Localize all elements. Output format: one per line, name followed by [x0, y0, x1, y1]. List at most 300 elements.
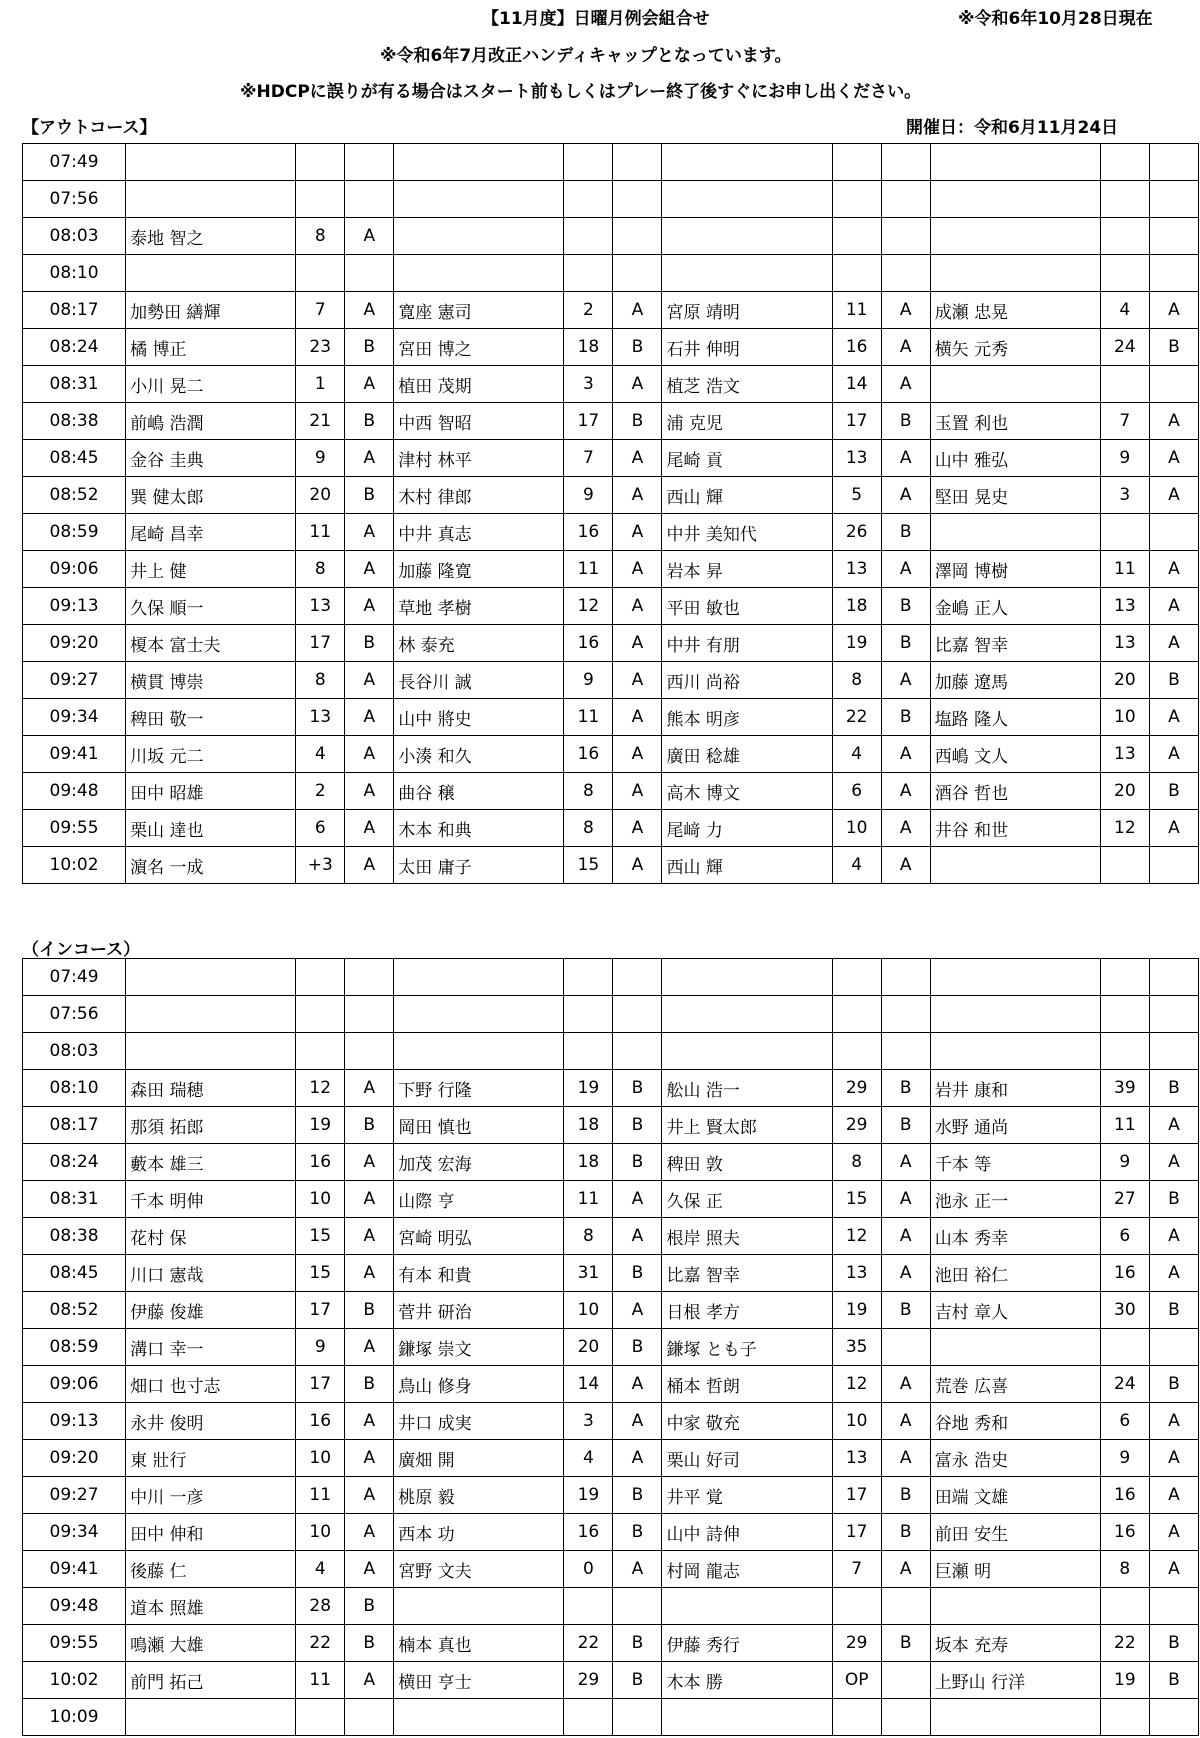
player-handicap: 17 — [296, 1292, 345, 1329]
player-handicap: 18 — [832, 588, 881, 625]
player-name: 澤岡 博樹 — [930, 551, 1100, 588]
tee-time-row — [23, 1070, 1199, 1107]
player-class: A — [345, 1218, 394, 1255]
player-name: 加勢田 繕輝 — [126, 292, 296, 329]
player-name: 廣田 稔雄 — [662, 736, 832, 773]
player-handicap: 17 — [832, 1514, 881, 1551]
player-class: B — [1149, 1070, 1198, 1107]
player-name: 森田 瑞穂 — [126, 1070, 296, 1107]
player-name: 中西 智昭 — [394, 403, 564, 440]
player-handicap — [296, 1699, 345, 1736]
player-name: 廣畑 開 — [394, 1440, 564, 1477]
player-name: 中川 一彦 — [126, 1477, 296, 1514]
tee-time: 08:31 — [23, 366, 126, 403]
player-handicap: 11 — [1100, 551, 1149, 588]
player-name: 小湊 和久 — [394, 736, 564, 773]
player-name: 曲谷 穣 — [394, 773, 564, 810]
player-name: 木本 勝 — [662, 1662, 832, 1699]
tee-time-row — [23, 773, 1199, 810]
player-handicap: 20 — [1100, 662, 1149, 699]
player-handicap: 24 — [1100, 329, 1149, 366]
player-class: A — [881, 1366, 930, 1403]
player-handicap: +3 — [296, 847, 345, 884]
player-handicap: 8 — [296, 551, 345, 588]
player-handicap: 6 — [296, 810, 345, 847]
player-class — [881, 1588, 930, 1625]
player-class: A — [345, 1514, 394, 1551]
player-handicap: 13 — [1100, 588, 1149, 625]
player-class: A — [613, 1403, 662, 1440]
player-handicap: 9 — [1100, 1440, 1149, 1477]
player-class: A — [613, 1181, 662, 1218]
player-class — [613, 996, 662, 1033]
player-class — [1149, 144, 1198, 181]
player-class: B — [881, 1477, 930, 1514]
player-class: A — [1149, 1107, 1198, 1144]
player-class — [345, 996, 394, 1033]
player-class: B — [881, 1625, 930, 1662]
player-handicap: 10 — [832, 810, 881, 847]
player-name: 稗田 敬一 — [126, 699, 296, 736]
tee-time-row — [23, 1366, 1199, 1403]
tee-time-row — [23, 440, 1199, 477]
player-handicap: 11 — [564, 1181, 613, 1218]
tee-time: 09:27 — [23, 1477, 126, 1514]
tee-time: 10:02 — [23, 1662, 126, 1699]
player-name: 熊本 明彦 — [662, 699, 832, 736]
player-handicap: 11 — [564, 699, 613, 736]
player-class: A — [345, 773, 394, 810]
tee-time: 09:27 — [23, 662, 126, 699]
player-handicap: 17 — [832, 1477, 881, 1514]
player-class: A — [345, 1403, 394, 1440]
player-handicap: 16 — [564, 514, 613, 551]
player-handicap: 29 — [832, 1625, 881, 1662]
player-class: B — [1149, 1625, 1198, 1662]
player-handicap: 4 — [296, 1551, 345, 1588]
tee-time-row — [23, 144, 1199, 181]
tee-time-row — [23, 736, 1199, 773]
tee-time: 09:06 — [23, 551, 126, 588]
player-handicap: 10 — [1100, 699, 1149, 736]
player-handicap: 19 — [296, 1107, 345, 1144]
tee-time: 09:13 — [23, 588, 126, 625]
player-class — [881, 1329, 930, 1366]
player-name: 横矢 元秀 — [930, 329, 1100, 366]
player-class: B — [345, 1588, 394, 1625]
player-handicap — [564, 1699, 613, 1736]
player-handicap: 8 — [564, 773, 613, 810]
player-name: 桶本 哲朗 — [662, 1366, 832, 1403]
tee-time-row — [23, 1440, 1199, 1477]
tee-time-row — [23, 1329, 1199, 1366]
tee-time: 08:38 — [23, 1218, 126, 1255]
player-class — [613, 959, 662, 996]
player-class: A — [345, 588, 394, 625]
player-handicap: 8 — [832, 662, 881, 699]
player-name: 谷地 秀和 — [930, 1403, 1100, 1440]
tee-time-row — [23, 996, 1199, 1033]
player-name: 桃原 毅 — [394, 1477, 564, 1514]
tee-time-row — [23, 1181, 1199, 1218]
player-name — [394, 996, 564, 1033]
player-class: A — [1149, 625, 1198, 662]
player-name: 久保 正 — [662, 1181, 832, 1218]
player-class: B — [881, 514, 930, 551]
player-name: 池永 正一 — [930, 1181, 1100, 1218]
player-class: A — [345, 218, 394, 255]
player-class: A — [1149, 588, 1198, 625]
player-handicap: 9 — [296, 440, 345, 477]
player-name: 西川 尚裕 — [662, 662, 832, 699]
player-name: 岡田 慎也 — [394, 1107, 564, 1144]
player-class: A — [345, 847, 394, 884]
player-class — [1149, 366, 1198, 403]
player-handicap: 13 — [832, 1440, 881, 1477]
player-class: B — [345, 329, 394, 366]
player-handicap: 8 — [1100, 1551, 1149, 1588]
tee-time-row — [23, 1625, 1199, 1662]
player-handicap: 7 — [564, 440, 613, 477]
in-course-table — [22, 958, 1199, 1736]
tee-time-row — [23, 1144, 1199, 1181]
player-name: 鳥山 修身 — [394, 1366, 564, 1403]
player-name: 巨瀬 明 — [930, 1551, 1100, 1588]
player-class: A — [345, 1440, 394, 1477]
player-handicap — [296, 144, 345, 181]
player-handicap: 15 — [296, 1218, 345, 1255]
tee-time-row — [23, 1588, 1199, 1625]
player-class: A — [613, 1440, 662, 1477]
player-name: 石井 伸明 — [662, 329, 832, 366]
player-class: B — [881, 588, 930, 625]
tee-time-row — [23, 1662, 1199, 1699]
player-name: 東 壯行 — [126, 1440, 296, 1477]
player-handicap: 9 — [296, 1329, 345, 1366]
player-handicap: 29 — [832, 1107, 881, 1144]
player-class: A — [881, 1551, 930, 1588]
player-class: A — [1149, 477, 1198, 514]
hdcp-error-note: ※HDCPに誤りが有る場合はスタート前もしくはプレー終了後すぐにお申し出ください。 — [240, 82, 922, 102]
player-handicap — [296, 255, 345, 292]
player-name: 伊藤 秀行 — [662, 1625, 832, 1662]
player-handicap: 6 — [1100, 1218, 1149, 1255]
player-class: B — [613, 329, 662, 366]
player-name: 長谷川 誠 — [394, 662, 564, 699]
tee-time-row — [23, 625, 1199, 662]
player-handicap: 12 — [1100, 810, 1149, 847]
player-class: B — [613, 403, 662, 440]
player-name — [394, 218, 564, 255]
player-name: 前門 拓己 — [126, 1662, 296, 1699]
player-handicap: 9 — [564, 662, 613, 699]
player-handicap — [1100, 255, 1149, 292]
player-class: A — [345, 1329, 394, 1366]
player-handicap: 20 — [1100, 773, 1149, 810]
player-name: 鳴瀬 大雄 — [126, 1625, 296, 1662]
player-handicap: 11 — [832, 292, 881, 329]
player-class: A — [881, 1144, 930, 1181]
player-handicap: 12 — [564, 588, 613, 625]
player-name: 浦 克児 — [662, 403, 832, 440]
player-class: A — [1149, 810, 1198, 847]
player-handicap — [564, 144, 613, 181]
player-name — [394, 255, 564, 292]
player-class: A — [345, 1255, 394, 1292]
player-class: A — [881, 329, 930, 366]
player-handicap — [564, 996, 613, 1033]
player-class — [1149, 181, 1198, 218]
player-handicap: 15 — [564, 847, 613, 884]
player-handicap: 16 — [1100, 1514, 1149, 1551]
player-name: 西山 輝 — [662, 477, 832, 514]
player-handicap: 11 — [296, 1662, 345, 1699]
player-handicap: 27 — [1100, 1181, 1149, 1218]
player-name: 花村 保 — [126, 1218, 296, 1255]
player-name: 高木 博文 — [662, 773, 832, 810]
tee-time-row — [23, 1255, 1199, 1292]
tee-time: 08:59 — [23, 514, 126, 551]
player-name: 坂本 充寿 — [930, 1625, 1100, 1662]
player-class: A — [613, 810, 662, 847]
player-handicap: 4 — [832, 847, 881, 884]
tee-time-row — [23, 292, 1199, 329]
player-handicap — [1100, 1033, 1149, 1070]
player-class: B — [613, 1070, 662, 1107]
player-name: 日根 孝方 — [662, 1292, 832, 1329]
tee-time-row — [23, 329, 1199, 366]
player-handicap: 14 — [832, 366, 881, 403]
tee-time: 08:45 — [23, 440, 126, 477]
player-name: 稗田 敦 — [662, 1144, 832, 1181]
player-name: 尾﨑 力 — [662, 810, 832, 847]
player-handicap — [564, 1588, 613, 1625]
player-handicap: 11 — [1100, 1107, 1149, 1144]
player-handicap: 16 — [1100, 1477, 1149, 1514]
player-name: 栗山 達也 — [126, 810, 296, 847]
player-handicap: 24 — [1100, 1366, 1149, 1403]
tee-time: 08:38 — [23, 403, 126, 440]
player-name: 岩井 康和 — [930, 1070, 1100, 1107]
player-class: B — [1149, 662, 1198, 699]
player-class: A — [345, 662, 394, 699]
player-name: 橘 博正 — [126, 329, 296, 366]
tee-time: 09:13 — [23, 1403, 126, 1440]
tee-time: 07:49 — [23, 144, 126, 181]
player-class — [881, 255, 930, 292]
player-handicap — [296, 996, 345, 1033]
player-handicap: 16 — [564, 625, 613, 662]
tee-time: 09:34 — [23, 1514, 126, 1551]
tee-time: 07:56 — [23, 996, 126, 1033]
player-name: 比嘉 智幸 — [930, 625, 1100, 662]
player-name — [930, 847, 1100, 884]
player-name: 中家 敬充 — [662, 1403, 832, 1440]
player-class: B — [1149, 1181, 1198, 1218]
player-name: 荒巻 広喜 — [930, 1366, 1100, 1403]
player-class: A — [881, 1255, 930, 1292]
player-name: 畑口 也寸志 — [126, 1366, 296, 1403]
player-handicap — [564, 218, 613, 255]
player-name: 後藤 仁 — [126, 1551, 296, 1588]
player-name: 山中 詩伸 — [662, 1514, 832, 1551]
player-class — [345, 181, 394, 218]
player-name: 富永 浩史 — [930, 1440, 1100, 1477]
player-name: 比嘉 智幸 — [662, 1255, 832, 1292]
player-name — [930, 514, 1100, 551]
player-name: 宮原 靖明 — [662, 292, 832, 329]
tee-time-row — [23, 1514, 1199, 1551]
player-handicap — [832, 181, 881, 218]
player-handicap: 20 — [296, 477, 345, 514]
player-class: A — [613, 773, 662, 810]
player-name: 池田 裕仁 — [930, 1255, 1100, 1292]
player-handicap — [1100, 366, 1149, 403]
player-handicap — [832, 1699, 881, 1736]
player-class: A — [1149, 1551, 1198, 1588]
player-name: 榎本 富士夫 — [126, 625, 296, 662]
player-name: 巽 健太郎 — [126, 477, 296, 514]
tee-time-row — [23, 1551, 1199, 1588]
player-name: 溝口 幸一 — [126, 1329, 296, 1366]
player-class: A — [613, 1366, 662, 1403]
player-class: A — [613, 292, 662, 329]
player-class: B — [613, 1662, 662, 1699]
player-name — [662, 218, 832, 255]
player-class — [1149, 996, 1198, 1033]
player-handicap — [1100, 847, 1149, 884]
player-class: A — [613, 847, 662, 884]
tee-time: 08:52 — [23, 477, 126, 514]
tee-time: 08:24 — [23, 329, 126, 366]
player-name: 吉村 章人 — [930, 1292, 1100, 1329]
player-class: B — [345, 1625, 394, 1662]
player-name — [126, 1033, 296, 1070]
player-name: 前田 安生 — [930, 1514, 1100, 1551]
player-handicap: 15 — [296, 1255, 345, 1292]
player-name: 泰地 智之 — [126, 218, 296, 255]
player-class — [881, 181, 930, 218]
player-handicap: 28 — [296, 1588, 345, 1625]
player-class — [881, 218, 930, 255]
player-name: 塩路 隆人 — [930, 699, 1100, 736]
out-course-table — [22, 143, 1199, 884]
player-name: 前嶋 浩潤 — [126, 403, 296, 440]
player-name: 金谷 圭典 — [126, 440, 296, 477]
player-class: B — [881, 1107, 930, 1144]
player-handicap: 17 — [296, 1366, 345, 1403]
tee-time: 09:20 — [23, 625, 126, 662]
player-name: 井上 賢太郎 — [662, 1107, 832, 1144]
event-date: 開催日：令和6月11月24日 — [906, 118, 1119, 138]
player-name: 山際 亨 — [394, 1181, 564, 1218]
player-name — [930, 144, 1100, 181]
player-class: B — [613, 1625, 662, 1662]
player-class: A — [1149, 1218, 1198, 1255]
player-handicap — [1100, 1699, 1149, 1736]
player-class: A — [613, 514, 662, 551]
player-handicap: 3 — [564, 1403, 613, 1440]
tee-time-row — [23, 514, 1199, 551]
player-handicap: 29 — [564, 1662, 613, 1699]
player-name — [662, 255, 832, 292]
player-name — [662, 144, 832, 181]
player-handicap: 2 — [564, 292, 613, 329]
player-class: A — [1149, 736, 1198, 773]
player-handicap: 0 — [564, 1551, 613, 1588]
player-class: A — [613, 440, 662, 477]
player-class: A — [1149, 699, 1198, 736]
player-class — [1149, 255, 1198, 292]
player-handicap: 2 — [296, 773, 345, 810]
tee-time: 10:02 — [23, 847, 126, 884]
tee-time-row — [23, 255, 1199, 292]
player-name: 植芝 浩文 — [662, 366, 832, 403]
player-class: A — [881, 477, 930, 514]
player-name — [930, 1033, 1100, 1070]
player-handicap: 11 — [296, 514, 345, 551]
player-class: A — [613, 477, 662, 514]
player-class: A — [881, 1440, 930, 1477]
player-class: A — [881, 662, 930, 699]
player-name — [930, 996, 1100, 1033]
player-name — [930, 181, 1100, 218]
player-name — [126, 959, 296, 996]
player-class: A — [881, 736, 930, 773]
player-class: A — [1149, 403, 1198, 440]
player-class: A — [881, 773, 930, 810]
tee-time-row — [23, 551, 1199, 588]
tee-time-row — [23, 181, 1199, 218]
player-name: 横貫 博崇 — [126, 662, 296, 699]
player-name — [930, 1699, 1100, 1736]
player-class: A — [345, 1551, 394, 1588]
player-class: B — [345, 1107, 394, 1144]
player-name: 林 泰充 — [394, 625, 564, 662]
player-class: A — [345, 1477, 394, 1514]
tee-time: 08:10 — [23, 1070, 126, 1107]
player-class: A — [1149, 440, 1198, 477]
player-name: 根岸 照夫 — [662, 1218, 832, 1255]
player-name: 山本 秀幸 — [930, 1218, 1100, 1255]
player-name: 川坂 元二 — [126, 736, 296, 773]
player-handicap: 16 — [1100, 1255, 1149, 1292]
player-class: A — [881, 810, 930, 847]
tee-time: 09:34 — [23, 699, 126, 736]
player-name: 尾崎 貢 — [662, 440, 832, 477]
player-class: A — [1149, 292, 1198, 329]
player-name — [126, 181, 296, 218]
player-class — [613, 181, 662, 218]
player-handicap — [832, 1033, 881, 1070]
player-class: A — [1149, 1255, 1198, 1292]
player-class — [881, 144, 930, 181]
player-handicap: 30 — [1100, 1292, 1149, 1329]
player-name: 千本 等 — [930, 1144, 1100, 1181]
player-handicap: OP — [832, 1662, 881, 1699]
player-class: A — [345, 736, 394, 773]
tee-time-row — [23, 1477, 1199, 1514]
player-handicap: 26 — [832, 514, 881, 551]
tee-time: 08:24 — [23, 1144, 126, 1181]
player-handicap — [296, 1033, 345, 1070]
player-handicap: 13 — [1100, 736, 1149, 773]
player-name: 鎌塚 崇文 — [394, 1329, 564, 1366]
player-handicap: 18 — [564, 1144, 613, 1181]
tee-time: 09:55 — [23, 810, 126, 847]
player-handicap: 19 — [832, 1292, 881, 1329]
player-name: 久保 順一 — [126, 588, 296, 625]
